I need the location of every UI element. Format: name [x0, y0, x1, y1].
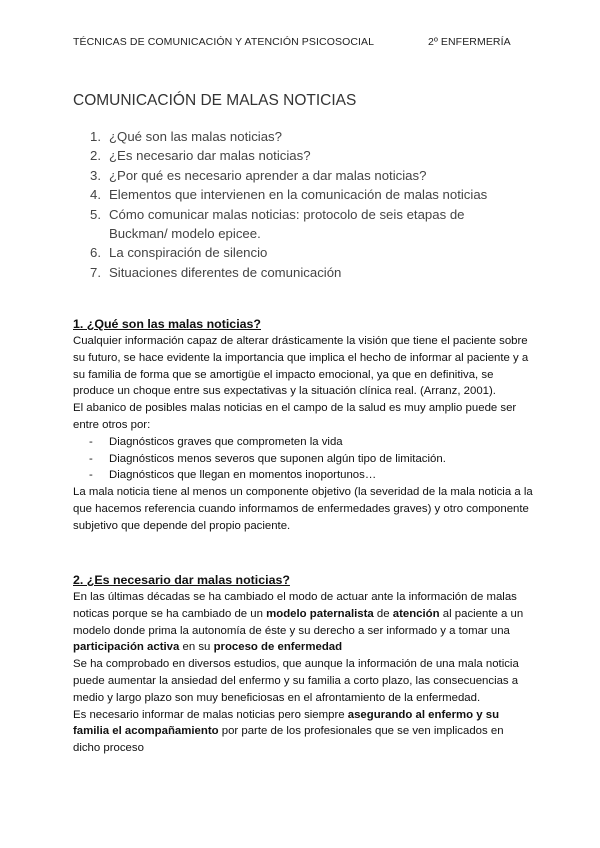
- list-item-text: Diagnósticos graves que comprometen la vida: [109, 435, 343, 448]
- toc-item: [73, 263, 523, 282]
- toc-text: Situaciones diferentes de comunicación: [109, 264, 342, 280]
- text-run: Es necesario informar de malas noticias pero siempre: [73, 708, 348, 721]
- list-item-text: Diagnósticos menos severos que suponen algún tipo de limitación.: [109, 452, 446, 465]
- text-run: al paciente a un modelo donde prima la autonomía de éste y su derecho a ser informado y a tomar una: [73, 607, 524, 637]
- text-run: En las últimas décadas se ha cambiado el modo de actuar ante la información de malas noticas porque se ha cambiado de un: [73, 591, 517, 620]
- section-heading: 2. ¿Es necesario dar malas noticias?: [73, 573, 290, 587]
- toc-number: 6.: [90, 245, 101, 261]
- bold-text-run: atención: [392, 607, 440, 620]
- toc-text: Cómo comunicar malas noticias: protocolo de seis etapas de Buckman/ modelo epicee.: [109, 206, 465, 242]
- paragraph: La mala noticia tiene al menos un componente objetivo (la severidad de la mala noticia a la que hacemos referencia cuando informamos de enfermedades graves) y otro componente subjetivo que depende del propio paciente.: [73, 486, 533, 532]
- toc-item: [73, 166, 523, 185]
- toc-number: 4.: [90, 187, 101, 203]
- toc-text: ¿Qué son las malas noticias?: [109, 129, 282, 144]
- bold-text-run: proceso de enfermedad: [213, 641, 343, 654]
- bold-text-run: modelo paternalista: [266, 607, 374, 620]
- toc-text: ¿Por qué es necesario aprender a dar malas noticias?: [109, 167, 427, 183]
- toc-number: 3.: [90, 167, 101, 183]
- toc-item: [73, 205, 523, 244]
- toc-number: 5.: [90, 206, 101, 222]
- bold-text-run: asegurando al enfermo y su familia el acompañamiento: [73, 708, 500, 738]
- toc-item: [73, 185, 523, 204]
- header-course-level: 2º ENFERMERÍA: [428, 36, 511, 48]
- toc-text: La conspiración de silencio: [109, 245, 268, 261]
- bold-text-run: participación activa: [73, 641, 180, 654]
- paragraph: [73, 707, 533, 757]
- section-heading: 1. ¿Qué son las malas noticias?: [73, 317, 261, 331]
- text-run: en su: [179, 641, 214, 654]
- toc-number: 1.: [90, 129, 101, 144]
- toc-number: 2.: [90, 148, 101, 164]
- toc-item: [73, 146, 523, 165]
- header-course-title: TÉCNICAS DE COMUNICACIÓN Y ATENCIÓN PSICOSOCIAL: [73, 36, 375, 48]
- paragraph: El abanico de posibles malas noticias en el campo de la salud es muy amplio puede ser entre otros por:: [73, 402, 517, 431]
- toc-item: [73, 243, 523, 262]
- paragraph: Cualquier información capaz de alterar drásticamente la visión que tiene el paciente sobre su futuro, se hace evidente la importancia que implica el hecho de informar al paciente y a su familia de forma que se amortigüe el impacto emocional, ya que en definitiva, se produce un choque entre sus expectativas y la situación clínica real. (Arranz, 2001).: [73, 335, 529, 398]
- text-run: de: [373, 607, 393, 620]
- table-of-contents: [73, 127, 523, 282]
- toc-text: ¿Es necesario dar malas noticias?: [109, 148, 311, 164]
- document-title: COMUNICACIÓN DE MALAS NOTICIAS: [73, 92, 357, 109]
- page-header: [73, 36, 533, 48]
- toc-text: Elementos que intervienen en la comunicación de malas noticias: [109, 187, 488, 203]
- toc-item: [73, 127, 523, 146]
- list-item-text: Diagnósticos que llegan en momentos inoportunos…: [109, 469, 377, 482]
- paragraph: Se ha comprobado en diversos estudios, que aunque la información de una mala noticia puede aumentar la ansiedad del enfermo y su familia a corto plazo, las consecuencias a medio y largo plazo son muy beneficiosas en el afrontamiento de la enfermedad.: [73, 658, 519, 704]
- bullet-list: [73, 434, 533, 484]
- list-item: - Diagnósticos menos severos que suponen algún tipo de limitación.: [89, 452, 446, 465]
- section-is-it-necessary: [73, 572, 533, 757]
- paragraph: [73, 589, 533, 656]
- list-item: - Diagnósticos graves que comprometen la vida: [89, 435, 343, 448]
- section-what-are-bad-news: [73, 316, 533, 535]
- text-run: por parte de los profesionales que se ven implicados en dicho proceso: [73, 725, 504, 755]
- list-item: - Diagnósticos que llegan en momentos inoportunos…: [89, 469, 377, 482]
- toc-number: 7.: [90, 264, 101, 280]
